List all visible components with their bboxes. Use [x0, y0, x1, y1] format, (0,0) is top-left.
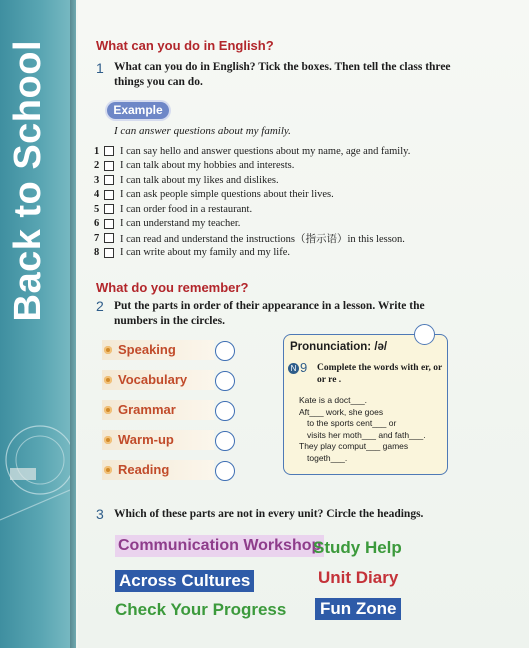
example-sentence: I can answer questions about my family.: [114, 125, 291, 137]
protractor-decoration: [0, 420, 70, 540]
list-item: 3 I can talk about my likes and dislikes.: [94, 174, 279, 186]
list-item: 4 I can ask people simple questions about their lives.: [94, 189, 334, 201]
question-2-instruction: Put the parts in order of their appearance in a lesson. Write the numbers in the circles.: [114, 300, 425, 327]
bullet-icon: [104, 376, 112, 384]
answer-circle[interactable]: [414, 324, 435, 345]
list-item: 6 I can understand my teacher.: [94, 218, 241, 230]
answer-circle[interactable]: [215, 341, 235, 361]
vertical-title: Back to School: [7, 40, 49, 322]
answer-circle[interactable]: [215, 431, 235, 451]
question-1-instruction: What can you do in English? Tick the boxes. Then tell the class three things you can do.: [114, 61, 451, 88]
pronunciation-sentences: Kate is a doct___. Aft___ work, she goes to the sports cent___ or visits her moth___ and fath___. They play comput___ games togeth___.: [299, 395, 426, 463]
part-row: Warm-up: [102, 430, 242, 460]
section-title-can-do: What can you do in English?: [96, 38, 274, 53]
list-item: 2 I can talk about my hobbies and interests.: [94, 160, 295, 172]
part-row: Reading: [102, 460, 242, 490]
answer-circle[interactable]: [215, 461, 235, 481]
pronunciation-task: Complete the words with er, or or re .: [317, 363, 443, 385]
part-row: Speaking: [102, 340, 242, 370]
example-badge: Example: [107, 102, 169, 119]
list-item: 1 I can say hello and answer questions about my name, age and family.: [94, 145, 411, 157]
side-banner: [0, 0, 76, 648]
question-number-3: 3: [96, 506, 104, 522]
heading-study-help[interactable]: Study Help: [313, 538, 402, 557]
heading-unit-diary[interactable]: Unit Diary: [318, 568, 399, 587]
list-item: 8 I can write about my family and my life.: [94, 247, 290, 259]
section-title-remember: What do you remember?: [96, 280, 249, 295]
heading-check-your-progress[interactable]: Check Your Progress: [115, 600, 287, 619]
bullet-icon: [104, 466, 112, 474]
checkbox[interactable]: [104, 161, 114, 171]
answer-circle[interactable]: [215, 371, 235, 391]
list-item: 5 I can order food in a restaurant.: [94, 203, 253, 215]
bullet-icon: [104, 346, 112, 354]
checkbox[interactable]: [104, 248, 114, 258]
question-3-instruction: Which of these parts are not in every unit? Circle the headings.: [114, 508, 424, 520]
list-item: 7 I can read and understand the instructions（指示语）in this lesson.: [94, 232, 405, 245]
heading-fun-zone[interactable]: Fun Zone: [315, 598, 401, 620]
bullet-icon: [104, 406, 112, 414]
heading-communication-workshop[interactable]: Communication Workshop: [115, 535, 324, 557]
audio-track-icon: N: [288, 363, 299, 374]
heading-across-cultures[interactable]: Across Cultures: [115, 570, 254, 592]
checkbox[interactable]: [104, 204, 114, 214]
checkbox[interactable]: [104, 219, 114, 229]
part-row: Vocabulary: [102, 370, 242, 400]
question-number-1: 1: [96, 60, 104, 76]
checkbox[interactable]: [104, 190, 114, 200]
can-do-checklist: [94, 144, 474, 260]
answer-circle[interactable]: [215, 401, 235, 421]
checkbox[interactable]: [104, 175, 114, 185]
part-row: Grammar: [102, 400, 242, 430]
bullet-icon: [104, 436, 112, 444]
checkbox[interactable]: [104, 146, 114, 156]
checkbox[interactable]: [104, 233, 114, 243]
lesson-parts-list: [102, 340, 242, 490]
pronunciation-exercise-number: 9: [300, 360, 308, 375]
question-number-2: 2: [96, 298, 104, 314]
pronunciation-title: Pronunciation: /ə/: [290, 341, 388, 353]
